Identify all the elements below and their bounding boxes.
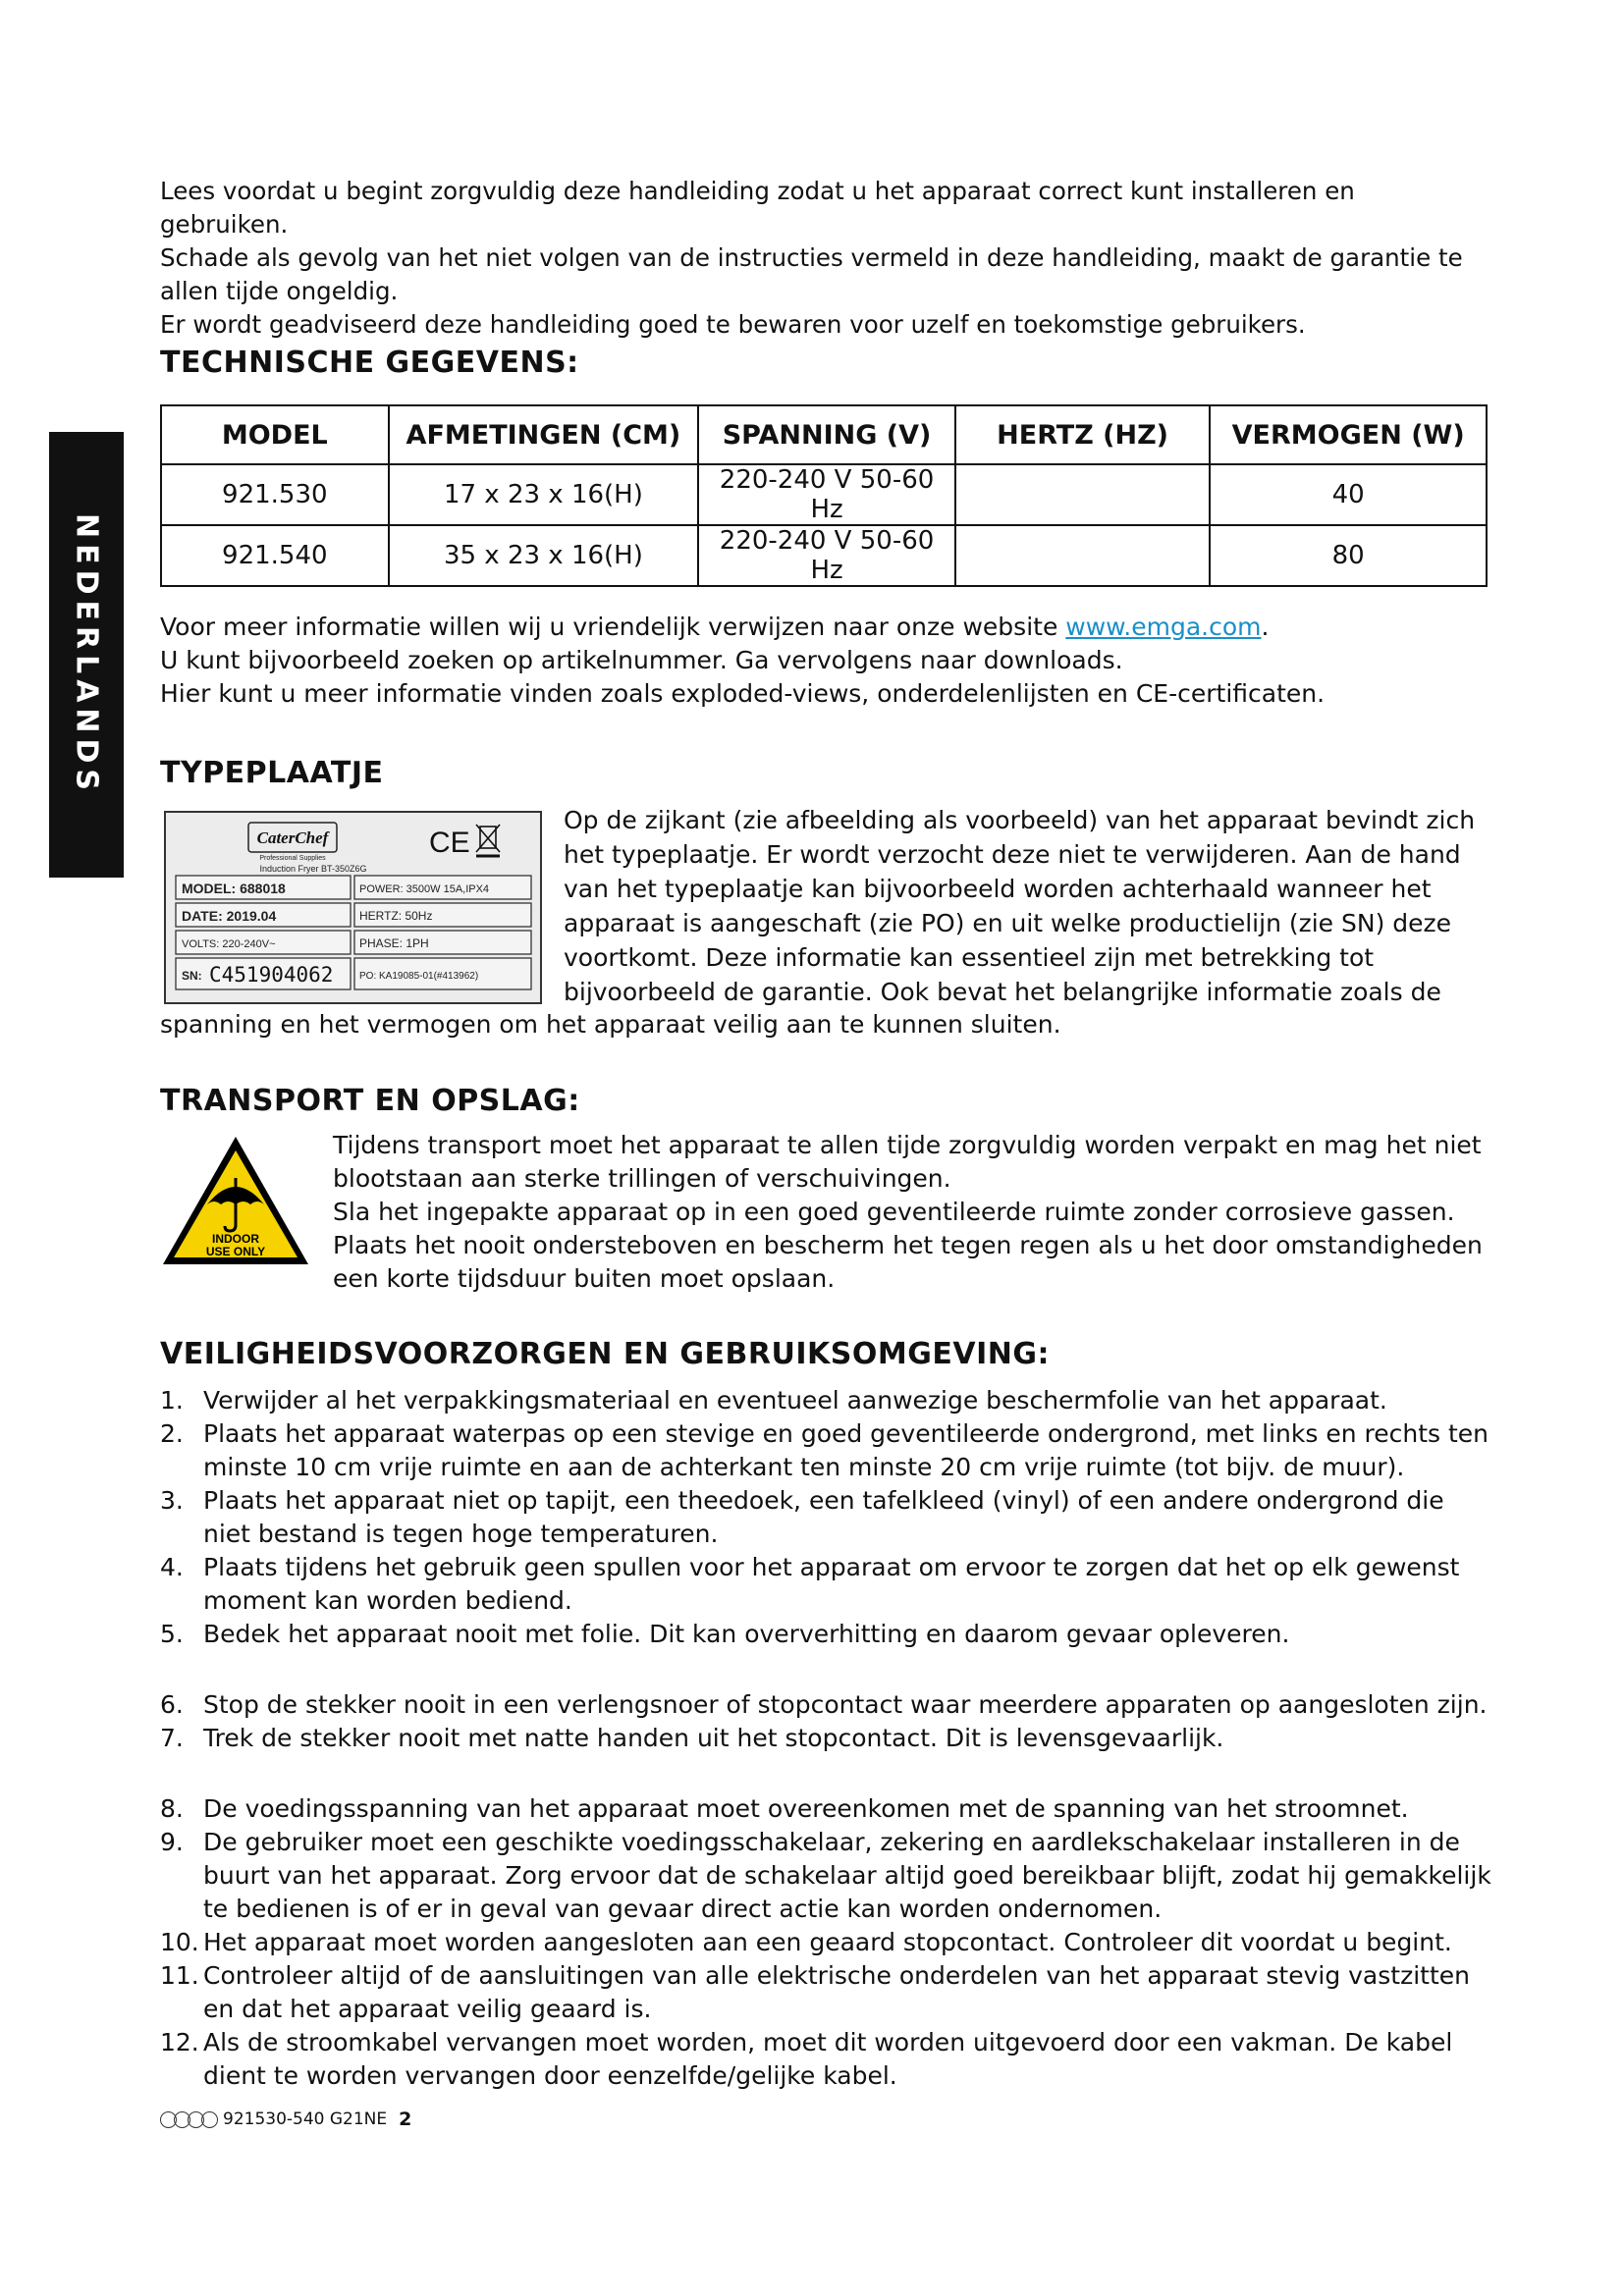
- info-line-2: U kunt bijvoorbeeld zoeken op artikelnummer. Ga vervolgens naar downloads.: [160, 646, 1123, 674]
- item-text: Bedek het apparaat nooit met folie. Dit kan oververhitting en daarom gevaar opleveren.: [203, 1620, 1290, 1648]
- language-tab-label: NEDERLANDS: [69, 512, 104, 797]
- typeplate-hertz: HERTZ: 50Hz: [359, 909, 433, 923]
- footer-code: 921530-540 G21NE: [223, 2109, 388, 2129]
- page-footer: [160, 2109, 411, 2130]
- item-text: Het apparaat moet worden aangesloten aan een geaard stopcontact. Controleer dit voordat u begint.: [203, 1928, 1452, 1956]
- item-number: 5.: [160, 1620, 184, 1648]
- item-number: 3.: [160, 1486, 184, 1515]
- th-model: MODEL: [161, 405, 389, 464]
- th-dimensions: AFMETINGEN (CM): [389, 405, 699, 464]
- cell-model: 921.540: [161, 525, 389, 586]
- item-number: 11.: [160, 1961, 199, 1990]
- cell-model: 921.530: [161, 464, 389, 525]
- ce-mark: CE: [429, 827, 470, 859]
- cell-voltage: 220-240 V 50-60 Hz: [698, 525, 955, 586]
- typeplate-sn-label: SN:: [182, 969, 202, 983]
- list-item: [160, 1926, 1495, 1959]
- th-voltage: SPANNING (V): [698, 405, 955, 464]
- info-text: [160, 611, 1495, 711]
- cell-power: 80: [1210, 525, 1487, 586]
- table-row: [161, 464, 1487, 525]
- typeplate-product: Induction Fryer BT-350Z6G: [259, 864, 367, 874]
- tech-heading: TECHNISCHE GEGEVENS:: [160, 346, 579, 380]
- typeplate-image: [164, 811, 542, 1004]
- transport-text: [333, 1129, 1491, 1296]
- info-line-1-end: .: [1261, 613, 1270, 641]
- item-number: 2.: [160, 1419, 184, 1448]
- item-number: 8.: [160, 1794, 184, 1823]
- intro-line-2: Schade als gevolg van het niet volgen van de instructies vermeld in deze handleiding, maakt de garantie te allen tijde ongeldig.: [160, 243, 1463, 305]
- cell-hertz: [955, 525, 1210, 586]
- safety-list: [160, 1384, 1495, 2093]
- sign-line-2: USE ONLY: [205, 1245, 266, 1258]
- item-text: Plaats het apparaat niet op tapijt, een theedoek, een tafelkleed (vinyl) of een andere ondergrond die niet bestand is tegen hoge temperaturen.: [203, 1486, 1444, 1548]
- table-row: [161, 525, 1487, 586]
- item-text: Plaats het apparaat waterpas op een stevige en goed geventileerde ondergrond, met links en rechts ten minste 10 cm vrije ruimte en aan de achterkant ten minste 20 cm vrije ruimte (tot bijv. de muur).: [203, 1419, 1489, 1481]
- typeplate-heading: TYPEPLAATJE: [160, 756, 384, 790]
- page-number: 2: [399, 2109, 412, 2130]
- tech-header-row: [161, 405, 1487, 464]
- typeplate-sn-value: C451904062: [209, 963, 334, 987]
- item-number: 7.: [160, 1724, 184, 1752]
- safety-heading: VEILIGHEIDSVOORZORGEN EN GEBRUIKSOMGEVING:: [160, 1337, 1050, 1371]
- language-tab: [49, 432, 124, 878]
- list-item: [160, 1484, 1495, 1551]
- cell-hertz: [955, 464, 1210, 525]
- list-item: [160, 1722, 1495, 1755]
- typeplate-model: MODEL: 688018: [182, 881, 286, 896]
- list-item: [160, 1551, 1495, 1618]
- typeplate-phase: PHASE: 1PH: [359, 936, 429, 950]
- typeplate-volts: VOLTS: 220-240V~: [182, 938, 276, 950]
- typeplate-brand-sub: Professional Supplies: [259, 855, 326, 862]
- item-text: Als de stroomkabel vervangen moet worden, moet dit worden uitgevoerd door een vakman. De kabel dient te worden vervangen door eenzelfde/gelijke kabel.: [203, 2028, 1453, 2090]
- list-item: [160, 1688, 1495, 1722]
- list-item: [160, 1618, 1495, 1651]
- list-item: [160, 1417, 1495, 1484]
- info-line-3: Hier kunt u meer informatie vinden zoals exploded-views, onderdelenlijsten en CE-certificaten.: [160, 679, 1326, 708]
- circles-logo-icon: [160, 2111, 215, 2128]
- cell-voltage: 220-240 V 50-60 Hz: [698, 464, 955, 525]
- item-number: 4.: [160, 1553, 184, 1581]
- intro-line-3: Er wordt geadviseerd deze handleiding goed te bewaren voor uzelf en toekomstige gebruikers.: [160, 310, 1306, 339]
- tech-table: [160, 404, 1488, 587]
- th-power: VERMOGEN (W): [1210, 405, 1487, 464]
- website-link[interactable]: www.emga.com: [1065, 613, 1262, 641]
- typeplate-date: DATE: 2019.04: [182, 908, 277, 924]
- cell-dimensions: 17 x 23 x 16(H): [389, 464, 699, 525]
- item-number: 1.: [160, 1386, 184, 1415]
- list-item: [160, 1826, 1495, 1926]
- item-text: Stop de stekker nooit in een verlengsnoer of stopcontact waar meerdere apparaten op aangesloten zijn.: [203, 1690, 1488, 1719]
- transport-paragraph-2: Sla het ingepakte apparaat op in een goed geventileerde ruimte zonder corrosieve gassen. Plaats het nooit ondersteboven en bescherm het tegen regen als u het door omstandigheden een korte tijdsduur buiten moet opslaan.: [333, 1198, 1483, 1293]
- item-text: Plaats tijdens het gebruik geen spullen voor het apparaat om ervoor te zorgen dat het op elk gewenst moment kan worden bediend.: [203, 1553, 1460, 1615]
- info-line-1-text: Voor meer informatie willen wij u vriendelijk verwijzen naar onze website: [160, 613, 1066, 641]
- typeplate-po: PO: KA19085-01(#413962): [359, 971, 479, 982]
- typeplate-text-end: spanning en het vermogen om het apparaat veilig aan te kunnen sluiten.: [160, 1010, 1061, 1039]
- list-item: [160, 1959, 1495, 2026]
- sign-line-1: INDOOR: [212, 1232, 259, 1246]
- typeplate-text: Op de zijkant (zie afbeelding als voorbeeld) van het apparaat bevindt zich het typeplaatje. Er wordt verzocht deze niet te verwijderen. Aan de hand van het typeplaatje kan bijvoorbeeld worden achterhaald wanneer het apparaat is aangeschaft (zie PO) en uit welke productielijn (zie SN) deze voortkomt. Deze informatie kan essentieel zijn met betrekking tot bijvoorbeeld de garantie. Ook bevat het belangrijke informatie zoals de: [564, 806, 1476, 1006]
- cell-dimensions: 35 x 23 x 16(H): [389, 525, 699, 586]
- cell-power: 40: [1210, 464, 1487, 525]
- item-number: 9.: [160, 1828, 184, 1856]
- intro-text: [160, 175, 1486, 342]
- item-text: Controleer altijd of de aansluitingen van alle elektrische onderdelen van het apparaat stevig vastzitten en dat het apparaat veilig geaard is.: [203, 1961, 1470, 2023]
- item-text: Verwijder al het verpakkingsmateriaal en eventueel aanwezige beschermfolie van het apparaat.: [203, 1386, 1387, 1415]
- transport-paragraph-1: Tijdens transport moet het apparaat te allen tijde zorgvuldig worden verpakt en mag het niet blootstaan aan sterke trillingen of verschuivingen.: [333, 1131, 1482, 1193]
- transport-heading: TRANSPORT EN OPSLAG:: [160, 1084, 580, 1118]
- item-number: 6.: [160, 1690, 184, 1719]
- typeplate-power: POWER: 3500W 15A,IPX4: [359, 883, 490, 895]
- item-text: De voedingsspanning van het apparaat moet overeenkomen met de spanning van het stroomnet.: [203, 1794, 1409, 1823]
- list-item: [160, 1384, 1495, 1417]
- item-text: Trek de stekker nooit met natte handen uit het stopcontact. Dit is levensgevaarlijk.: [203, 1724, 1224, 1752]
- list-item: [160, 2026, 1495, 2093]
- item-text: De gebruiker moet een geschikte voedingsschakelaar, zekering en aardlekschakelaar installeren in de buurt van het apparaat. Zorg ervoor dat de schakelaar altijd goed bereikbaar blijft, zodat hij gemakkelijk te bedienen is of er in geval van gevaar direct actie kan worden ondernomen.: [203, 1828, 1491, 1923]
- typeplate-brand: CaterChef: [256, 828, 329, 847]
- intro-line-1: Lees voordat u begint zorgvuldig deze handleiding zodat u het apparaat correct kunt installeren en gebruiken.: [160, 177, 1355, 239]
- indoor-use-sign: [160, 1134, 311, 1268]
- info-line-1: [160, 611, 1495, 644]
- item-number: 12.: [160, 2028, 199, 2056]
- item-number: 10.: [160, 1928, 199, 1956]
- list-item: [160, 1792, 1495, 1826]
- th-hertz: HERTZ (HZ): [955, 405, 1210, 464]
